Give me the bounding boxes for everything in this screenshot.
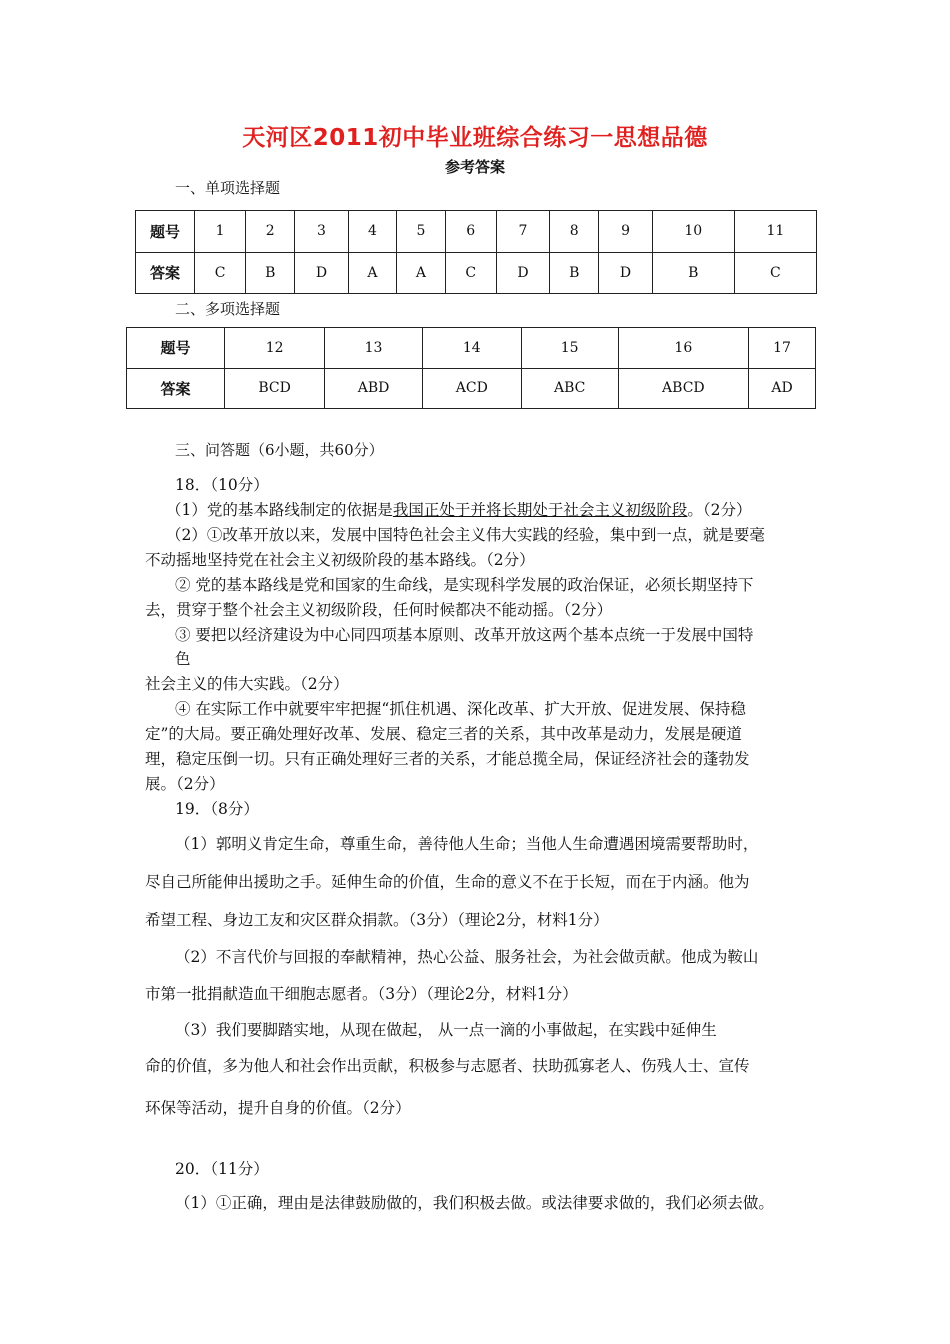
table-cell: B [246,252,295,294]
page-title: 天河区2011初中毕业班综合练习一思想品德 [242,125,708,151]
answer-line: 社会主义的伟大实践。（2分） [145,675,349,693]
table-cell: 16 [618,328,749,369]
table-cell: 14 [422,328,521,369]
table-cell: ABCD [618,368,749,409]
table-cell: 6 [445,211,496,253]
page-subtitle: 参考答案 [444,158,505,176]
answer-line [166,498,752,520]
answer-text: （1）党的基本路线制定的依据是 [166,501,393,519]
table-cell: 13 [325,328,423,369]
answer-line: 不动摇地坚持党在社会主义初级阶段的基本路线。（2分） [145,551,535,569]
answer-line: （2）①改革开放以来，发展中国特色社会主义伟大实践的经验，集中到一点，就是要毫 [166,526,765,544]
section3-heading: 三、问答题（6小题，共60分） [175,441,384,459]
answer-line: 展。（2分） [145,775,225,793]
underlined-answer: 我国正处于并将长期处于社会主义初级阶段 [392,501,688,519]
single-choice-table [135,210,817,294]
table-cell: D [496,252,549,294]
answer-line: 理，稳定压倒一切。只有正确处理好三者的关系，才能总揽全局，保证经济社会的蓬勃发 [145,750,750,768]
answer-line: （2）不言代价与回报的奉献精神，热心公益、服务社会，为社会做贡献。他成为鞍山 [175,948,759,966]
answer-line: 希望工程、身边工友和灾区群众捐款。（3分）（理论2分，材料1分） [145,911,609,929]
table-cell: 9 [599,211,652,253]
table-cell: A [348,252,397,294]
answer-line: ② 党的基本路线是党和国家的生命线，是实现科学发展的政治保证，必须长期坚持下 [175,576,754,594]
question-20-header: 20．（11分） [175,1160,269,1178]
table-cell: A [397,252,446,294]
table-cell: B [550,252,599,294]
table-cell: 12 [225,328,325,369]
table-row-label: 答案 [136,252,195,294]
table-cell: ABD [325,368,423,409]
answer-line: 尽自己所能伸出援助之手。延伸生命的价值，生命的意义不在于长短，而在于内涵。他为 [145,873,750,891]
answer-line: （1）①正确，理由是法律鼓励做的，我们积极去做。或法律要求做的，我们必须去做。 [175,1194,774,1212]
answer-line: 市第一批捐献造血干细胞志愿者。（3分）（理论2分，材料1分） [145,985,578,1003]
answer-line: 环保等活动，提升自身的价值。（2分） [145,1099,411,1117]
answer-line: ③ 要把以经济建设为中心同四项基本原则、改革开放这两个基本点统一于发展中国特 [175,626,754,644]
table-cell: BCD [225,368,325,409]
answer-line: 命的价值，多为他人和社会作出贡献，积极参与志愿者、扶助孤寡老人、伤残人士、宣传 [145,1057,750,1075]
multi-choice-table [126,327,816,409]
table-cell: 15 [521,328,618,369]
answer-text: 。（2分） [687,501,752,519]
table-row-label: 题号 [136,211,195,253]
table-cell: 5 [397,211,446,253]
answer-line: （3）我们要脚踏实地，从现在做起， 从一点一滴的小事做起，在实践中延伸生 [175,1021,717,1039]
section2-heading: 二、多项选择题 [175,300,281,318]
table-cell: D [295,252,348,294]
table-cell: 10 [652,211,734,253]
table-cell: 4 [348,211,397,253]
answer-line: ④ 在实际工作中就要牢牢把握“抓住机遇、深化改革、扩大开放、促进发展、保持稳 [175,700,746,718]
question-18-header: 18．（10分） [175,476,269,494]
table-cell: AD [749,368,816,409]
table-cell: ABC [521,368,618,409]
answer-line: 去，贯穿于整个社会主义初级阶段，任何时候都决不能动摇。（2分） [145,601,613,619]
table-cell: 8 [550,211,599,253]
section1-heading: 一、单项选择题 [175,179,281,197]
table-cell: 2 [246,211,295,253]
answer-line: （1）郭明义肯定生命，尊重生命，善待他人生命；当他人生命遭遇困境需要帮助时， [175,835,759,853]
table-cell: C [445,252,496,294]
question-19-header: 19．（8分） [175,800,259,818]
table-cell: 17 [749,328,816,369]
table-cell: B [652,252,734,294]
table-cell: 7 [496,211,549,253]
table-row-label: 题号 [127,328,225,369]
table-cell: 1 [195,211,246,253]
answer-line: 色 [175,650,191,668]
table-cell: C [195,252,246,294]
table-cell: D [599,252,652,294]
table-cell: ACD [422,368,521,409]
table-cell: C [734,252,816,294]
answer-line: 定”的大局。要正确处理好改革、发展、稳定三者的关系，其中改革是动力，发展是硬道 [145,725,742,743]
table-cell: 11 [734,211,816,253]
table-cell: 3 [295,211,348,253]
table-row-label: 答案 [127,368,225,409]
